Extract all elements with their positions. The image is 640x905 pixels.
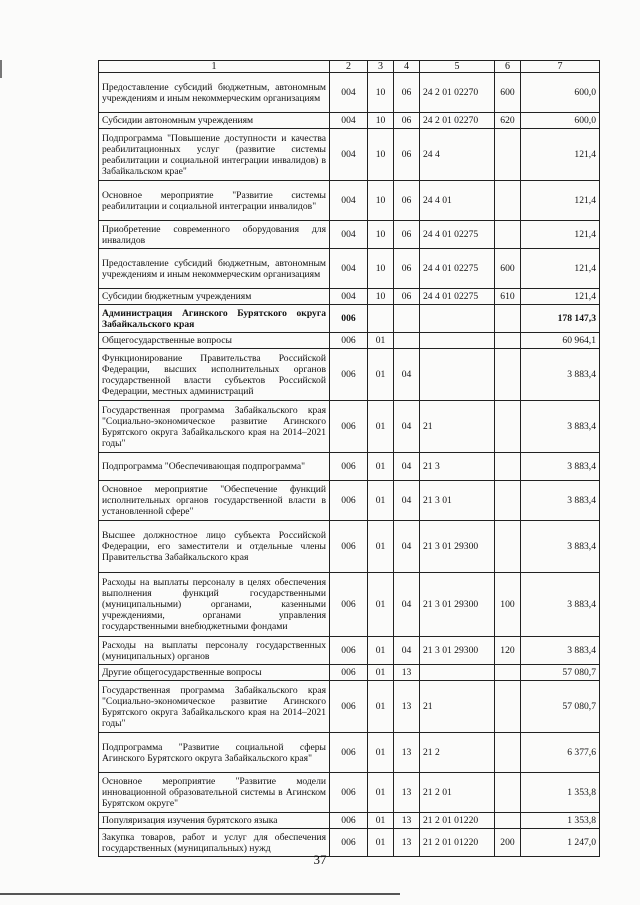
row-name-cell: Государственная программа Забайкальского края "Социально-экономическое развитие Агинского Бурятского округа Забайкальского края на 2014–2021 годы"	[99, 681, 330, 733]
row-subsection-cell: 06	[394, 73, 420, 113]
row-expense-type-cell	[495, 773, 521, 813]
header-cell: 5	[420, 61, 495, 73]
row-expense-type-cell	[495, 221, 521, 249]
row-ministry-code-cell: 004	[330, 249, 368, 289]
row-section-cell: 01	[368, 349, 394, 401]
row-amount-cell: 121,4	[521, 249, 600, 289]
row-section-cell: 10	[368, 113, 394, 129]
row-section-cell: 10	[368, 221, 394, 249]
row-ministry-code-cell: 006	[330, 401, 368, 453]
row-ministry-code-cell: 006	[330, 349, 368, 401]
row-subsection-cell: 06	[394, 129, 420, 181]
table-row	[99, 221, 600, 249]
row-ministry-code-cell: 004	[330, 113, 368, 129]
row-name-cell: Субсидии автономным учреждениям	[99, 113, 330, 129]
row-amount-cell: 3 883,4	[521, 349, 600, 401]
row-ministry-code-cell: 006	[330, 333, 368, 349]
row-target-article-cell: 24 4 01	[420, 181, 495, 221]
row-ministry-code-cell: 006	[330, 813, 368, 829]
row-subsection-cell: 13	[394, 665, 420, 681]
row-target-article-cell: 24 4 01 02275	[420, 221, 495, 249]
row-name-cell: Общегосударственные вопросы	[99, 333, 330, 349]
row-name-cell: Подпрограмма "Обеспечивающая подпрограмма"	[99, 453, 330, 481]
row-expense-type-cell	[495, 733, 521, 773]
row-section-cell: 01	[368, 401, 394, 453]
row-subsection-cell: 13	[394, 773, 420, 813]
header-cell: 6	[495, 61, 521, 73]
row-amount-cell: 121,4	[521, 181, 600, 221]
row-subsection-cell: 04	[394, 637, 420, 665]
row-expense-type-cell: 600	[495, 249, 521, 289]
row-section-cell: 10	[368, 289, 394, 305]
row-section-cell	[368, 305, 394, 333]
row-target-article-cell: 21 2	[420, 733, 495, 773]
row-target-article-cell: 21 3 01	[420, 481, 495, 521]
row-amount-cell: 1 247,0	[521, 829, 600, 857]
table-row	[99, 481, 600, 521]
header-cell: 1	[99, 61, 330, 73]
row-target-article-cell: 24 4 01 02275	[420, 249, 495, 289]
row-section-cell: 01	[368, 829, 394, 857]
row-name-cell: Высшее должностное лицо субъекта Российской Федерации, его заместители и отдельные члены Правительства Забайкальского края	[99, 521, 330, 573]
row-ministry-code-cell: 006	[330, 637, 368, 665]
row-name-cell: Приобретение современного оборудования для инвалидов	[99, 221, 330, 249]
row-section-cell: 10	[368, 129, 394, 181]
row-amount-cell: 121,4	[521, 289, 600, 305]
row-section-cell: 01	[368, 813, 394, 829]
page-number: 37	[313, 852, 327, 867]
row-subsection-cell: 06	[394, 181, 420, 221]
row-target-article-cell: 21 3 01 29300	[420, 521, 495, 573]
row-expense-type-cell	[495, 521, 521, 573]
row-target-article-cell: 24 2 01 02270	[420, 73, 495, 113]
row-section-cell: 01	[368, 333, 394, 349]
row-subsection-cell: 06	[394, 113, 420, 129]
row-expense-type-cell: 610	[495, 289, 521, 305]
row-subsection-cell: 13	[394, 813, 420, 829]
row-target-article-cell: 21 3 01 29300	[420, 637, 495, 665]
header-row	[99, 61, 600, 73]
row-ministry-code-cell: 004	[330, 221, 368, 249]
table-row	[99, 521, 600, 573]
row-target-article-cell: 21	[420, 681, 495, 733]
row-subsection-cell: 04	[394, 349, 420, 401]
row-amount-cell: 57 080,7	[521, 665, 600, 681]
row-expense-type-cell: 200	[495, 829, 521, 857]
row-target-article-cell: 21 2 01 01220	[420, 829, 495, 857]
table-row	[99, 773, 600, 813]
row-subsection-cell: 13	[394, 733, 420, 773]
header-cell: 2	[330, 61, 368, 73]
row-amount-cell: 121,4	[521, 129, 600, 181]
row-expense-type-cell	[495, 453, 521, 481]
row-ministry-code-cell: 006	[330, 481, 368, 521]
row-amount-cell: 1 353,8	[521, 813, 600, 829]
table-row	[99, 181, 600, 221]
table-row	[99, 305, 600, 333]
row-section-cell: 01	[368, 573, 394, 637]
table-row	[99, 129, 600, 181]
row-subsection-cell: 06	[394, 289, 420, 305]
row-name-cell: Расходы на выплаты персоналу государственных (муниципальных) органов	[99, 637, 330, 665]
row-name-cell: Администрация Агинского Бурятского округа Забайкальского края	[99, 305, 330, 333]
row-amount-cell: 6 377,6	[521, 733, 600, 773]
row-section-cell: 01	[368, 773, 394, 813]
row-expense-type-cell: 120	[495, 637, 521, 665]
row-name-cell: Предоставление субсидий бюджетным, автономным учреждениям и иным некоммерческим организациям	[99, 73, 330, 113]
row-expense-type-cell	[495, 181, 521, 221]
table-row	[99, 249, 600, 289]
row-name-cell: Основное мероприятие "Обеспечение функций исполнительных органов государственной власти в установленной сфере"	[99, 481, 330, 521]
row-amount-cell: 121,4	[521, 221, 600, 249]
row-name-cell: Закупка товаров, работ и услуг для обеспечения государственных (муниципальных) нужд	[99, 829, 330, 857]
row-subsection-cell	[394, 333, 420, 349]
header-cell: 7	[521, 61, 600, 73]
row-ministry-code-cell: 006	[330, 681, 368, 733]
header-cell: 3	[368, 61, 394, 73]
row-ministry-code-cell: 004	[330, 289, 368, 305]
row-expense-type-cell: 620	[495, 113, 521, 129]
row-section-cell: 01	[368, 681, 394, 733]
table-row	[99, 665, 600, 681]
table-row	[99, 349, 600, 401]
row-expense-type-cell	[495, 813, 521, 829]
row-name-cell: Субсидии бюджетным учреждениям	[99, 289, 330, 305]
row-subsection-cell: 04	[394, 573, 420, 637]
row-target-article-cell: 21 3 01 29300	[420, 573, 495, 637]
row-target-article-cell: 24 4 01 02275	[420, 289, 495, 305]
row-subsection-cell: 06	[394, 249, 420, 289]
row-name-cell: Государственная программа Забайкальского края "Социально-экономическое развитие Агинского Бурятского округа Забайкальского края на 2014–2021 годы"	[99, 401, 330, 453]
row-amount-cell: 3 883,4	[521, 481, 600, 521]
row-subsection-cell	[394, 305, 420, 333]
row-target-article-cell: 21 2 01	[420, 773, 495, 813]
row-name-cell: Основное мероприятие "Развитие системы реабилитации и социальной интеграции инвалидов"	[99, 181, 330, 221]
row-section-cell: 01	[368, 521, 394, 573]
table-row	[99, 333, 600, 349]
table-row	[99, 453, 600, 481]
row-amount-cell: 3 883,4	[521, 401, 600, 453]
row-amount-cell: 3 883,4	[521, 573, 600, 637]
row-expense-type-cell	[495, 665, 521, 681]
row-name-cell: Подпрограмма "Развитие социальной сферы Агинского Бурятского округа Забайкальского края"	[99, 733, 330, 773]
row-section-cell: 01	[368, 453, 394, 481]
row-section-cell: 10	[368, 249, 394, 289]
row-name-cell: Подпрограмма "Повышение доступности и качества реабилитационных услуг (развитие системы реабилитации и социальной интеграции инвалидов) в Забайкальском крае"	[99, 129, 330, 181]
row-amount-cell: 3 883,4	[521, 637, 600, 665]
row-name-cell: Предоставление субсидий бюджетным, автономным учреждениям и иным некоммерческим организациям	[99, 249, 330, 289]
row-section-cell: 01	[368, 733, 394, 773]
budget-table	[98, 60, 600, 857]
table-row	[99, 73, 600, 113]
row-name-cell: Расходы на выплаты персоналу в целях обеспечения выполнения функций государственными (муниципальными) органами, казенными учреждениями, органами управления государственными внебюджетными фондами	[99, 573, 330, 637]
row-section-cell: 10	[368, 181, 394, 221]
row-subsection-cell: 13	[394, 681, 420, 733]
row-name-cell: Популяризация изучения бурятского языка	[99, 813, 330, 829]
row-amount-cell: 1 353,8	[521, 773, 600, 813]
row-amount-cell: 600,0	[521, 113, 600, 129]
row-name-cell: Функционирование Правительства Российской Федерации, высших исполнительных органов государственной власти субъектов Российской Федерации, местных администраций	[99, 349, 330, 401]
row-amount-cell: 60 964,1	[521, 333, 600, 349]
row-subsection-cell: 04	[394, 401, 420, 453]
row-ministry-code-cell: 004	[330, 181, 368, 221]
table-row	[99, 573, 600, 637]
row-ministry-code-cell: 006	[330, 829, 368, 857]
row-target-article-cell	[420, 305, 495, 333]
row-section-cell: 01	[368, 665, 394, 681]
row-name-cell: Основное мероприятие "Развитие модели инновационной образовательной системы в Агинском Бурятском округе"	[99, 773, 330, 813]
row-subsection-cell: 06	[394, 221, 420, 249]
scan-bottom-edge	[0, 893, 400, 895]
row-section-cell: 01	[368, 637, 394, 665]
table-row	[99, 401, 600, 453]
row-subsection-cell: 04	[394, 481, 420, 521]
row-amount-cell: 57 080,7	[521, 681, 600, 733]
row-amount-cell: 3 883,4	[521, 453, 600, 481]
row-subsection-cell: 04	[394, 453, 420, 481]
row-expense-type-cell	[495, 681, 521, 733]
row-section-cell: 10	[368, 73, 394, 113]
row-ministry-code-cell: 006	[330, 733, 368, 773]
row-target-article-cell: 21	[420, 401, 495, 453]
row-target-article-cell: 21 3	[420, 453, 495, 481]
scan-edge-mark	[0, 60, 2, 78]
row-target-article-cell: 24 2 01 02270	[420, 113, 495, 129]
row-amount-cell: 178 147,3	[521, 305, 600, 333]
row-target-article-cell	[420, 665, 495, 681]
row-ministry-code-cell: 004	[330, 73, 368, 113]
row-expense-type-cell	[495, 129, 521, 181]
table-body	[99, 73, 600, 857]
row-ministry-code-cell: 006	[330, 665, 368, 681]
table-row	[99, 681, 600, 733]
row-ministry-code-cell: 004	[330, 129, 368, 181]
row-target-article-cell	[420, 349, 495, 401]
row-section-cell: 01	[368, 481, 394, 521]
row-amount-cell: 600,0	[521, 73, 600, 113]
table-row	[99, 113, 600, 129]
row-expense-type-cell	[495, 305, 521, 333]
row-target-article-cell: 24 4	[420, 129, 495, 181]
table-row	[99, 637, 600, 665]
row-expense-type-cell	[495, 333, 521, 349]
header-cell: 4	[394, 61, 420, 73]
row-expense-type-cell	[495, 349, 521, 401]
row-ministry-code-cell: 006	[330, 453, 368, 481]
row-ministry-code-cell: 006	[330, 521, 368, 573]
row-expense-type-cell: 600	[495, 73, 521, 113]
row-ministry-code-cell: 006	[330, 573, 368, 637]
row-expense-type-cell: 100	[495, 573, 521, 637]
table-row	[99, 733, 600, 773]
row-target-article-cell: 21 2 01 01220	[420, 813, 495, 829]
row-subsection-cell: 04	[394, 521, 420, 573]
row-expense-type-cell	[495, 401, 521, 453]
row-target-article-cell	[420, 333, 495, 349]
row-ministry-code-cell: 006	[330, 773, 368, 813]
table-row	[99, 289, 600, 305]
table-row	[99, 813, 600, 829]
row-name-cell: Другие общегосударственные вопросы	[99, 665, 330, 681]
row-ministry-code-cell: 006	[330, 305, 368, 333]
row-subsection-cell: 13	[394, 829, 420, 857]
row-amount-cell: 3 883,4	[521, 521, 600, 573]
row-expense-type-cell	[495, 481, 521, 521]
